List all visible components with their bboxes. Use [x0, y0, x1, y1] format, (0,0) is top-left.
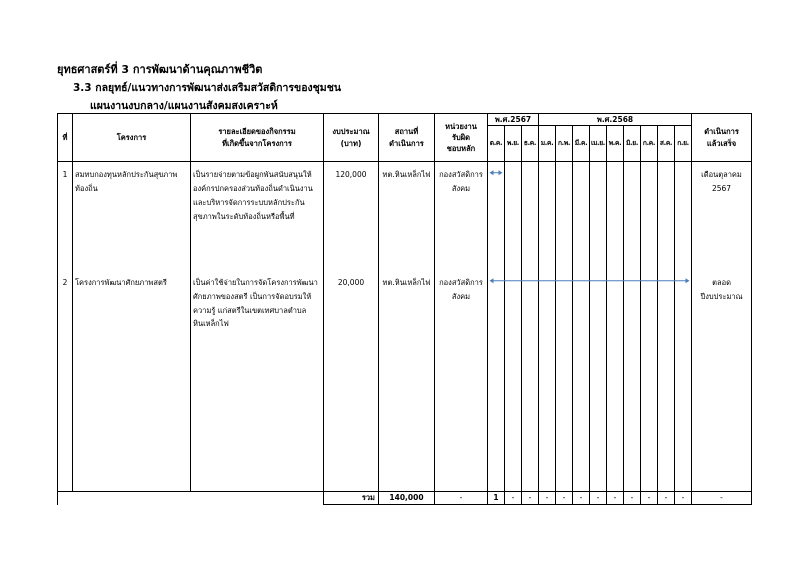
month-cell — [675, 162, 692, 270]
month-cell — [641, 270, 658, 492]
month-cell — [556, 162, 573, 270]
total-unit: 1 — [488, 492, 505, 505]
header-unit: หน่วยงาน รับผิด ชอบหลัก — [435, 114, 488, 162]
header-month-2: พ.ย. — [505, 126, 522, 162]
header-year-2567: พ.ศ.2567 — [488, 114, 539, 126]
month-cell — [607, 270, 624, 492]
header-month-7: เม.ย. — [590, 126, 607, 162]
header-details: รายละเอียดของกิจกรรม ที่เกิดขึ้นจากโครงการ — [191, 114, 324, 162]
total-month-mark: - — [590, 492, 607, 505]
row-status: ตลอดปีงบประมาณ — [700, 277, 743, 301]
total-month-mark: - — [675, 492, 692, 505]
header-year-2568: พ.ศ.2568 — [539, 114, 692, 126]
table-row — [58, 270, 752, 492]
total-month-mark: - — [505, 492, 522, 505]
month-cell — [658, 162, 675, 270]
header-budget: งบประมาณ (บาท) — [324, 114, 379, 162]
total-month-mark: - — [692, 492, 752, 505]
row-number: 1 — [62, 170, 68, 180]
total-label: รวม — [324, 492, 379, 505]
row-project: สมทบกองทุนหลักประกันสุขภาพท้องถิ่น — [75, 170, 178, 194]
month-cell — [539, 270, 556, 492]
row-number: 2 — [62, 277, 68, 287]
header-month-11: ส.ค. — [658, 126, 675, 162]
month-cell — [505, 270, 522, 492]
total-month-mark: - — [624, 492, 641, 505]
header-month-5: ก.พ. — [556, 126, 573, 162]
total-month-mark: - — [641, 492, 658, 505]
strategy-heading: ยุทธศาสตร์ที่ 3 การพัฒนาด้านคุณภาพชีวิต — [57, 63, 263, 76]
footer-blank — [58, 492, 324, 505]
total-month-mark: - — [522, 492, 539, 505]
header-month-12: ก.ย. — [675, 126, 692, 162]
row-budget: 120,000 — [335, 170, 367, 180]
month-cell — [556, 270, 573, 492]
month-cell — [590, 270, 607, 492]
header-project: โครงการ — [73, 114, 191, 162]
month-cell — [488, 270, 505, 492]
plan-heading: แผนงานงบกลาง/แผนงานสังคมสงเคราะห์ — [90, 100, 278, 112]
header-month-9: มิ.ย. — [624, 126, 641, 162]
month-cell — [624, 270, 641, 492]
row-unit: กองสวัสดิการสังคม — [439, 170, 483, 194]
header-month-8: พ.ค. — [607, 126, 624, 162]
total-month-mark: - — [658, 492, 675, 505]
month-cell — [539, 162, 556, 270]
total-month-mark: - — [556, 492, 573, 505]
row-place: ทต.หินเหล็กไฟ — [382, 277, 431, 287]
month-cell — [573, 270, 590, 492]
header-month-10: ก.ค. — [641, 126, 658, 162]
project-table — [57, 113, 752, 505]
month-cell — [590, 162, 607, 270]
row-project: โครงการพัฒนาศักยภาพสตรี — [75, 277, 167, 287]
header-month-3: ธ.ค. — [522, 126, 539, 162]
row-details: เป็นรายจ่ายตามข้อผูกพันสนับสนุนให้องค์กรปกครองส่วนท้องถิ่นดำเนินงานและบริหารจัดการระบบหลักประกันสุขภาพในระดับท้องถิ่นหรือพื้นที่ — [193, 170, 313, 221]
month-cell — [573, 162, 590, 270]
total-month-mark: - — [607, 492, 624, 505]
row-details: เป็นค่าใช้จ่ายในการจัดโครงการพัฒนาศักยภาพของสตรี เป็นการจัดอบรมให้ความรู้ แก่สตรีในเขตเทศบาลตำบลหินเหล็กไฟ — [193, 277, 318, 329]
header-place: สถานที่ ดำเนินการ — [379, 114, 435, 162]
month-cell — [675, 270, 692, 492]
month-cell — [522, 162, 539, 270]
month-cell — [658, 270, 675, 492]
month-cell — [488, 162, 505, 270]
total-budget: 140,000 — [379, 492, 435, 505]
total-month-mark: - — [573, 492, 590, 505]
row-unit: กองสวัสดิการสังคม — [439, 277, 483, 301]
total-month-mark: - — [539, 492, 556, 505]
table-row — [58, 162, 752, 270]
header-month-1: ต.ค. — [488, 126, 505, 162]
month-cell — [522, 270, 539, 492]
row-status: เดือนตุลาคม 2567 — [701, 170, 742, 194]
header-status: ดำเนินการ แล้วเสร็จ — [692, 114, 752, 162]
row-place: ทต.หินเหล็กไฟ — [382, 170, 431, 180]
row-budget: 20,000 — [337, 277, 365, 287]
header-no: ที่ — [58, 114, 73, 162]
header-month-4: ม.ค. — [539, 126, 556, 162]
month-cell — [505, 162, 522, 270]
guideline-heading: 3.3 กลยุทธ์/แนวทางการพัฒนาส่งเสริมสวัสดิการของชุมชน — [73, 82, 342, 94]
month-cell — [641, 162, 658, 270]
month-cell — [624, 162, 641, 270]
month-cell — [607, 162, 624, 270]
header-month-6: มี.ค. — [573, 126, 590, 162]
total-place: - — [435, 492, 488, 505]
